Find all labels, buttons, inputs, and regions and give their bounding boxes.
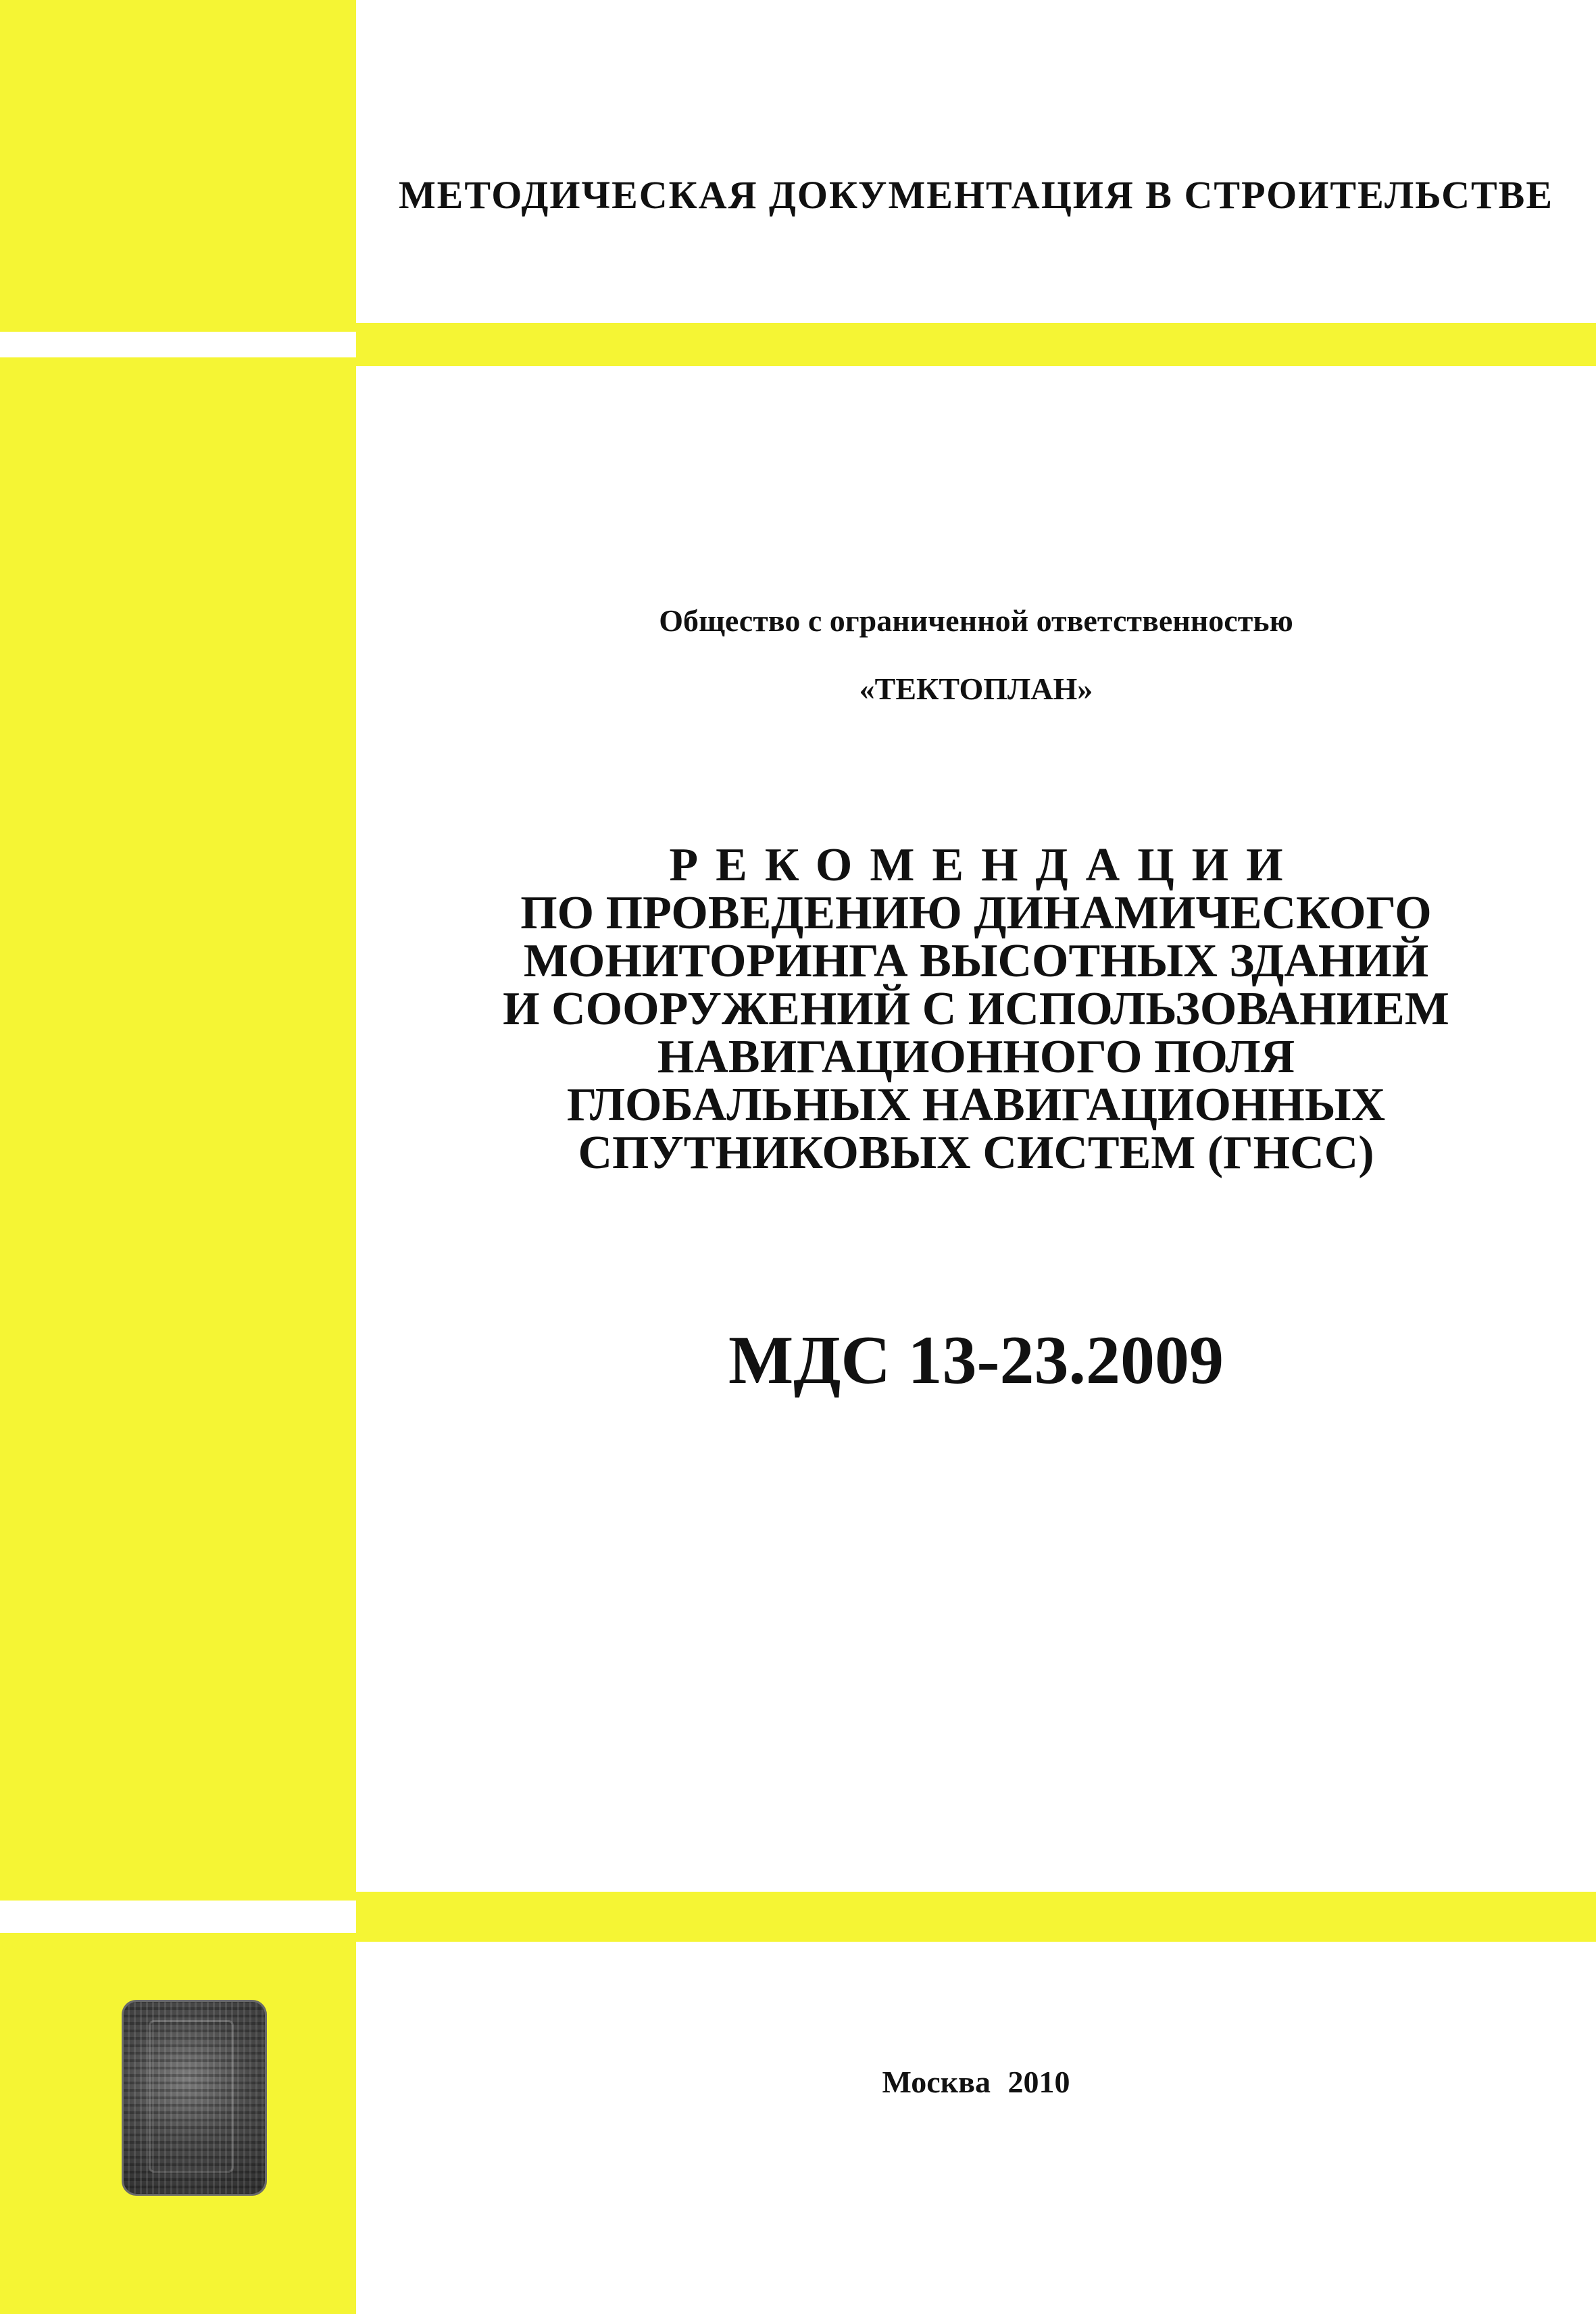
imprint: [356, 2064, 1596, 2100]
title-line: И СООРУЖЕНИЙ С ИСПОЛЬЗОВАНИЕМ: [503, 983, 1449, 1035]
title-line: ПО ПРОВЕДЕНИЮ ДИНАМИЧЕСКОГО: [520, 887, 1432, 939]
hologram-pattern: [149, 2020, 234, 2173]
series-title: МЕТОДИЧЕСКАЯ ДОКУМЕНТАЦИЯ В СТРОИТЕЛЬСТВЕ: [398, 173, 1554, 217]
document-code: МДС 13-23.2009: [728, 1322, 1224, 1399]
imprint-city: Москва: [882, 2065, 991, 2099]
title-line: ГЛОБАЛЬНЫХ НАВИГАЦИОННЫХ: [566, 1079, 1386, 1131]
document-title: [356, 841, 1596, 1177]
organization-type: Общество с ограниченной ответственностью: [659, 603, 1293, 638]
title-line: НАВИГАЦИОННОГО ПОЛЯ: [657, 1031, 1295, 1083]
band-gap-bottom: [0, 1901, 356, 1933]
title-line: МОНИТОРИНГА ВЫСОТНЫХ ЗДАНИЙ: [523, 935, 1429, 987]
organization-name: «ТЕКТОПЛАН»: [859, 672, 1093, 706]
imprint-year: 2010: [1007, 2065, 1070, 2099]
title-heading: РЕКОМЕНДАЦИИ: [669, 839, 1301, 891]
band-gap-top: [0, 332, 356, 357]
title-line: СПУТНИКОВЫХ СИСТЕМ (ГНСС): [578, 1127, 1374, 1179]
hologram-security-sticker-icon: [122, 2000, 267, 2196]
